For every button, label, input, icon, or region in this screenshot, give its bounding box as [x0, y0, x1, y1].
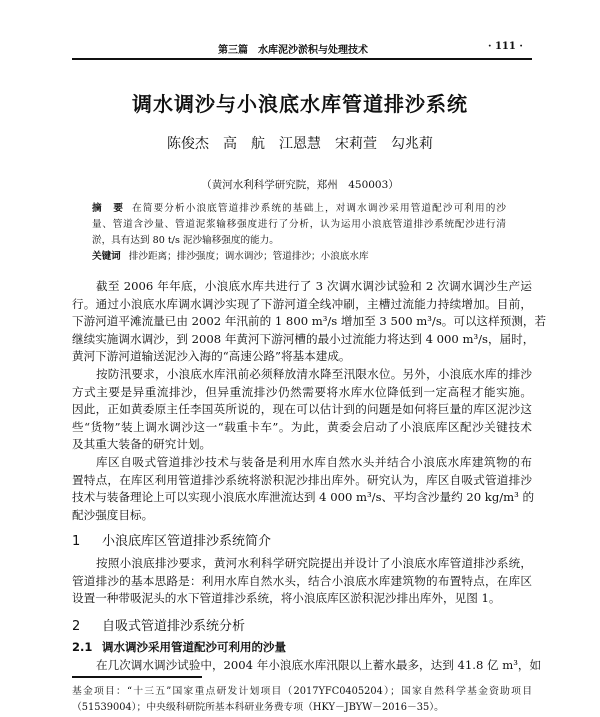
body-line: 技术与装备理论上可以实现小浪底水库泄流达到 4 000 m³/s、平均含沙量约 20 kg/m³ 的: [72, 490, 535, 504]
keywords-line: [92, 248, 506, 262]
body-line: 在几次调水调沙试验中，2004 年小浪底水库汛限以上蓄水最多，达到 41.8 亿 m³，如: [96, 658, 542, 672]
abstract-line: [92, 200, 506, 214]
subsection-heading-2-1: [72, 639, 286, 655]
body-line: 配沙强度目标。: [72, 508, 154, 522]
section-number: 2.1: [72, 640, 93, 654]
section-title: 调水调沙采用管道配沙可利用的沙量: [102, 640, 286, 654]
body-line: 截至 2006 年年底，小浪底水库共进行了 3 次调水调沙试验和 2 次调水调沙生产运: [96, 279, 532, 293]
section-heading-1: [72, 530, 271, 549]
footnote-line: （51539004）；中央级科研院所基本科研业务费专项（HKY－JBYW－2016－35）。: [72, 702, 444, 713]
body-line: 因此，正如黄委原主任李国英所说的，现在可以估计到的问题是如何将巨量的库区泥沙这: [72, 402, 532, 416]
section-title: 自吸式管道排沙系统分析: [102, 619, 246, 634]
body-line: 管道排沙的基本思路是：利用水库自然水头，结合小浪底水库建筑物的布置特点，在库区: [72, 574, 532, 588]
footnote-rule: [72, 676, 202, 678]
body-line: 继续实施调水调沙，到 2008 年黄河下游河槽的最小过流能力将达到 4 000 m³/s，届时，: [72, 332, 535, 346]
abstract-line: 淤，具有达到 80 t/s 泥沙输移强度的能力。: [92, 235, 279, 246]
abstract-line: 量、管道含沙量、管道泥浆输移强度进行了分析，认为运用小浪底管道排沙系统配沙进行清: [92, 219, 506, 230]
section-number: 2: [72, 619, 81, 634]
article-title: 调水调沙与小浪底水库管道排沙系统: [132, 92, 468, 116]
body-line: 方式主要是异重流排沙，但异重流排沙仍然需要将水库水位降低到一定高程才能实施。: [72, 385, 532, 399]
body-line: 置特点，在库区利用管道排沙系统将淤积泥沙排出库外。研究认为，库区自吸式管道排沙: [72, 473, 532, 487]
footnote-line: 基金项目：“十三五”国家重点研发计划项目（2017YFC0405204）；国家自然科学基金资助项目: [72, 686, 532, 697]
body-line: 库区自吸式管道排沙技术与装备是利用水库自然水头并结合小浪底水库建筑物的布: [96, 455, 532, 469]
body-line: 设置一种带吸泥头的水下管道排沙系统，将小浪底库区淤积泥沙排出库外，见图 1。: [72, 591, 501, 605]
body-line: 及其重大装备的研究计划。: [72, 437, 212, 451]
keywords: 排沙距离；排沙强度；调水调沙；管道排沙；小浪底水库: [128, 251, 369, 262]
affiliation: （黄河水利科学研究院，郑州 450003）: [201, 179, 399, 191]
body-line: 行。通过小浪底水库调水调沙实现了下游河道全线冲刷，主槽过流能力持续增加。目前，: [72, 297, 532, 311]
body-line: 黄河下游河道输送泥沙入海的“高速公路”将基本建成。: [72, 349, 351, 363]
header-rule: [72, 58, 532, 60]
authors: 陈俊杰 高 航 江恩慧 宋莉萱 勾兆莉: [167, 136, 433, 152]
keywords-label: 关键词: [92, 251, 121, 262]
body-line: 按防汛要求，小浪底水库汛前必须释放清水降至汛限水位。另外，小浪底水库的排沙: [96, 367, 532, 381]
body-line: 按照小浪底排沙要求，黄河水利科学研究院提出并设计了小浪底水库管道排沙系统，: [96, 556, 532, 570]
running-header: 第三篇 水库泥沙淤积与处理技术: [218, 45, 368, 56]
body-line: 些“货物”装上调水调沙这一“载重卡车”。为此，黄委会启动了小浪底库区配沙关键技术: [72, 420, 532, 434]
page-number: · 111 ·: [488, 41, 523, 52]
section-title: 小浪底库区管道排沙系统简介: [102, 534, 272, 549]
abstract-label: 摘 要: [92, 203, 125, 214]
body-line: 下游河道平滩流量已由 2002 年汛前的 1 800 m³/s 增加至 3 500 m³/s。可以这样预测，若: [72, 314, 547, 328]
section-number: 1: [72, 534, 81, 549]
section-heading-2: [72, 615, 245, 634]
abstract-text: 在简要分析小浪底管道排沙系统的基础上，对调水调沙采用管道配沙可利用的沙: [132, 203, 507, 214]
